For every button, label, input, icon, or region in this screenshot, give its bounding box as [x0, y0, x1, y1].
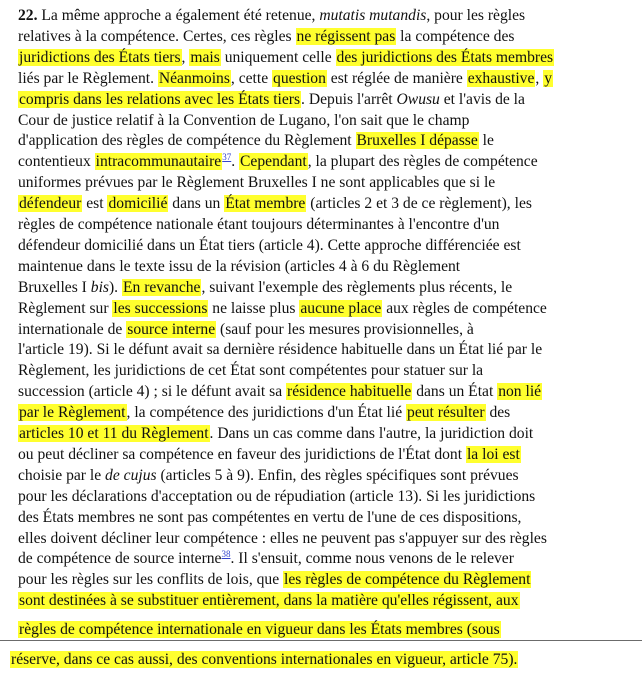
text-span: et l'avis de la [439, 90, 525, 108]
text-line [18, 361, 483, 383]
text-line [18, 466, 519, 488]
highlighted-text: règles de compétence internationale en vigueur dans les États membres (sous [19, 621, 500, 638]
highlighted-text: exhaustive [467, 69, 535, 87]
text-span: pour les déclarations d'acceptation ou de répudiation (article 13). Si les juridictions [18, 487, 536, 505]
text-span: (sauf pour les mesures provisionnelles, à [216, 320, 474, 338]
text-span: pour les règles sur les conflits de lois, que [18, 571, 284, 589]
text-line [18, 403, 510, 425]
text-span: liés par le Règlement. [18, 69, 158, 87]
text-line [18, 90, 525, 112]
highlighted-text: source interne [127, 320, 216, 338]
continuation-text-line [10, 650, 518, 672]
text-line [18, 236, 521, 258]
text-line [18, 299, 547, 321]
text-line [18, 424, 533, 446]
clipped-text-line [18, 620, 501, 639]
highlighted-text: par le Règlement [19, 404, 126, 422]
text-span: défendeur domicilié dans un État tiers (article 4). Cette approche différenciée est [18, 236, 521, 254]
text-span: le [478, 132, 494, 150]
text-span: (articles 2 et 3 de ce règlement), les [306, 195, 532, 213]
text-span: . Dans un cas comme dans l'autre, la juridiction doit [209, 425, 534, 442]
highlighted-text: domicilié [108, 195, 168, 213]
text-span: d'application des règles de compétence du Règlement [18, 132, 356, 150]
text-span: , suivant l'exemple des règlements plus récents, le [201, 278, 513, 296]
text-span: , la plupart des règles de compétence [307, 153, 538, 171]
highlighted-text: intracommunautaire [95, 153, 222, 171]
text-line [18, 215, 499, 237]
highlighted-text: ne régissent pas [296, 27, 396, 45]
highlighted-text: Néanmoins [158, 69, 230, 87]
text-span: choisie par le [18, 466, 106, 484]
text-line [18, 152, 538, 174]
text-span: maintenue dans le texte issu de la révision (articles 4 à 6 du Règlement [18, 257, 461, 275]
italic-text: mutatis mutandis [319, 7, 427, 24]
text-span: règles de compétence nationale étant toujours déterminantes à l'encontre d'un [18, 216, 500, 233]
highlighted-text: question [273, 69, 326, 87]
text-line [18, 340, 542, 362]
text-span: . Il s'ensuit, comme nous venons de le relever [230, 550, 514, 568]
highlighted-text: Bruxelles I dépasse [356, 132, 478, 150]
text-span: dans un [168, 195, 225, 213]
highlighted-text: y [544, 69, 552, 87]
text-span: des [485, 404, 511, 422]
text-line [18, 131, 494, 153]
text-line [18, 591, 520, 613]
text-span: est [82, 195, 108, 213]
text-line [18, 445, 521, 467]
text-span: Bruxelles I [18, 278, 91, 296]
text-span: , cette [230, 69, 273, 87]
text-line [18, 320, 474, 342]
highlighted-text: la loi est [466, 445, 520, 463]
text-line [18, 194, 532, 216]
text-span: ). [108, 278, 122, 296]
text-line [18, 27, 514, 49]
text-span: la compétence des [396, 27, 515, 45]
text-span: , la compétence des juridictions d'un État lié [126, 404, 407, 422]
highlighted-text: aucune place [300, 299, 382, 317]
highlighted-text: État membre [225, 195, 306, 213]
text-line [18, 549, 514, 571]
text-span: succession (article 4) ; si le défunt avait sa [18, 383, 287, 401]
text-span: ou peut décliner sa compétence en faveur des juridictions de l'État dont [18, 445, 466, 463]
text-span: elles doivent décliner leur compétence : elles ne peuvent pas s'appuyer sur des règles [18, 529, 547, 547]
text-line [18, 173, 495, 195]
text-line [18, 487, 535, 509]
text-line [18, 529, 547, 551]
text-line [18, 382, 542, 404]
highlighted-text: juridictions des États tiers [19, 48, 181, 66]
highlighted-text: peut résulter [407, 404, 485, 422]
text-span: des États membres ne sont pas compétentes en vertu de l'une de ces dispositions, [18, 508, 522, 526]
text-line [18, 69, 553, 91]
text-line [18, 257, 460, 279]
text-span: est réglée de manière [326, 69, 467, 87]
text-span: , [181, 48, 190, 66]
text-line [18, 278, 512, 300]
text-span: relatives à la compétence. Certes, ces règles [18, 27, 296, 45]
highlighted-text: des juridictions des États membres [336, 48, 554, 66]
text-span: dans un État [412, 383, 498, 401]
italic-text: de cujus [105, 466, 157, 484]
highlighted-text: résidence habituelle [287, 383, 412, 401]
highlighted-text: Cependant [240, 153, 307, 171]
text-span: . [231, 153, 240, 171]
footnote-ref-link[interactable]: 37 [222, 152, 232, 163]
text-line [18, 570, 531, 592]
text-span: , pour les règles [426, 7, 526, 24]
text-span: Règlement sur [18, 299, 113, 317]
text-span: contentieux [18, 153, 95, 171]
highlighted-text: articles 10 et 11 du Règlement [19, 425, 209, 442]
highlighted-text: compris dans les relations avec les États tiers [19, 90, 301, 108]
text-line [18, 48, 554, 70]
text-span: de compétence de source interne [18, 550, 222, 568]
footnote-ref-link[interactable]: 38 [221, 549, 231, 560]
page-break-divider [0, 640, 642, 641]
text-span: internationale de [18, 320, 127, 338]
text-line [18, 111, 469, 133]
highlighted-text: En revanche [122, 278, 201, 296]
text-span: . Depuis l'arrêt [301, 90, 397, 108]
text-span: (articles 5 à 9). Enfin, des règles spécifiques sont prévues [156, 466, 519, 484]
highlighted-text: défendeur [19, 195, 82, 213]
clipped-line-container [0, 617, 642, 639]
text-line [18, 508, 521, 530]
italic-text: Owusu [396, 90, 440, 108]
text-span: Cour de justice relatif à la Convention de Lugano, l'on sait que le champ [18, 111, 470, 129]
highlighted-text: réserve, dans ce cas aussi, des conventions internationales en vigueur, article 75). [11, 651, 518, 668]
text-span: uniquement celle [220, 48, 336, 66]
text-span: ne laisse plus [208, 299, 300, 317]
text-span: aux règles de compétence [382, 299, 547, 317]
text-span: Règlement, les juridictions de cet État sont compétentes pour statuer sur la [18, 362, 484, 380]
italic-text: bis [90, 278, 109, 296]
highlighted-text: mais [190, 48, 220, 66]
highlighted-text: sont destinées à se substituer entièrement, dans la matière qu'elles régissent, aux [19, 592, 519, 610]
highlighted-text: les successions [113, 299, 208, 317]
text-span: l'article 19). Si le défunt avait sa dernière résidence habituelle dans un État lié par le [18, 341, 543, 359]
text-span: , [535, 69, 544, 87]
highlighted-text: non lié [498, 383, 542, 401]
text-line [18, 6, 525, 28]
paragraph-number: 22. [18, 7, 38, 24]
highlighted-text: les règles de compétence du Règlement [284, 571, 531, 589]
text-span: uniformes prévues par le Règlement Bruxelles I ne sont applicables que si le [18, 174, 496, 192]
text-span: La même approche a également été retenue, [41, 7, 320, 24]
